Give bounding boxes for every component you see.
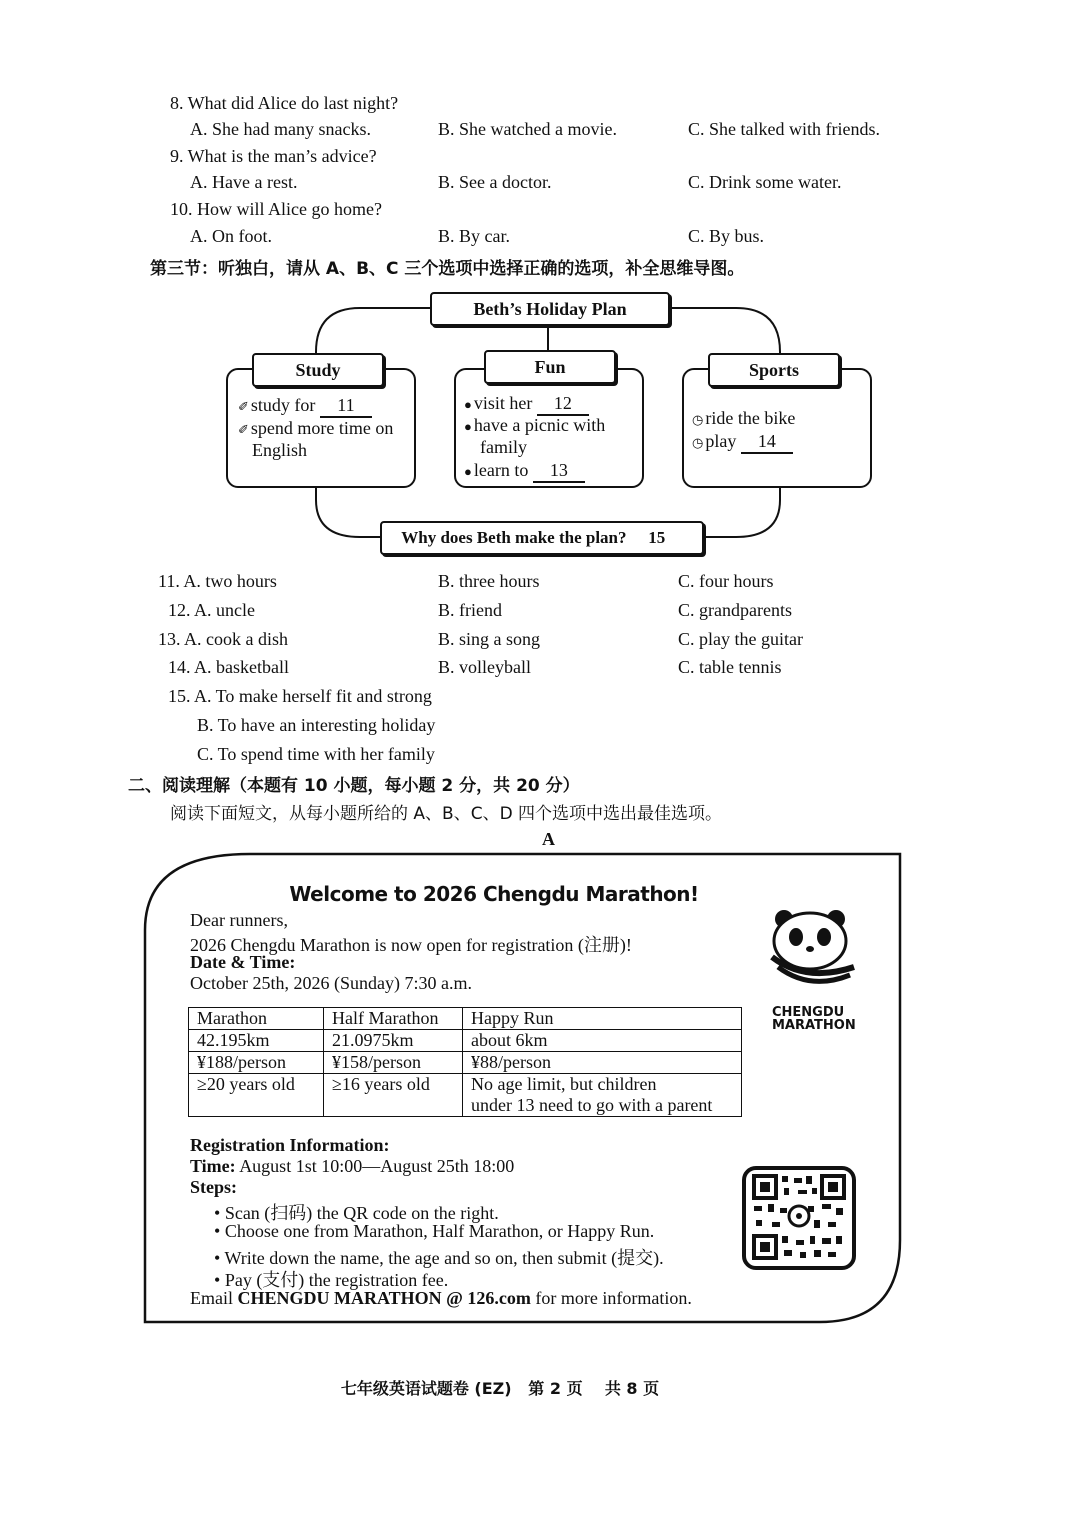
table-cell: 42.195km	[189, 1030, 324, 1052]
table-cell: about 6km	[463, 1030, 742, 1052]
q15-option-b: B. To have an interesting holiday	[197, 715, 436, 735]
q10-option-b: B. By car.	[438, 226, 510, 246]
q9-option-b: B. See a doctor.	[438, 172, 552, 192]
q11-option-c: C. four hours	[678, 571, 774, 591]
happy-run-age-line-1: No age limit, but children	[471, 1074, 657, 1094]
q10-option-c: C. By bus.	[688, 226, 765, 246]
q8-option-b: B. She watched a movie.	[438, 119, 617, 139]
circle-bullet-icon: ●	[464, 419, 472, 434]
email-prefix: Email	[190, 1288, 233, 1308]
registration-time	[190, 1156, 514, 1177]
blank-13: 13	[533, 460, 585, 483]
q12-option-c: C. grandparents	[678, 600, 792, 620]
q11-option-b: B. three hours	[438, 571, 540, 591]
email-suffix: for more information.	[535, 1288, 692, 1308]
logo-text	[772, 1006, 856, 1032]
step-1-text: Scan (扫码) the QR code on the right.	[224, 1203, 499, 1223]
step-1: • Scan (扫码) the QR code on the right.	[214, 1203, 499, 1223]
table-cell: ≥16 years old	[324, 1074, 463, 1117]
happy-run-age-line-2: under 13 need to go with a parent	[471, 1095, 713, 1115]
q11-option-a: 11. A. two hours	[158, 571, 277, 591]
pin-icon: ✐	[238, 422, 249, 437]
table-cell: Happy Run	[463, 1008, 742, 1030]
q8-option-a: A. She had many snacks.	[190, 119, 371, 139]
study-label: Study	[252, 353, 384, 387]
passage-label: A	[542, 829, 555, 849]
logo-text-line-1: CHENGDU	[772, 1005, 845, 1020]
q15-option-a: 15. A. To make herself fit and strong	[168, 686, 432, 706]
q14-option-a: 14. A. basketball	[168, 657, 289, 677]
blank-11: 11	[320, 395, 372, 418]
email-line	[190, 1288, 692, 1309]
blank-14: 14	[741, 431, 793, 454]
reading-instruction: 阅读下面短文，从每小题所给的 A、B、C、D 四个选项中选出最佳选项。	[170, 804, 723, 824]
blank-12: 12	[537, 393, 589, 416]
table-cell: ≥20 years old	[189, 1074, 324, 1117]
poster-greeting: Dear runners,	[190, 910, 288, 930]
step-2: • Choose one from Marathon, Half Marathon, or Happy Run.	[214, 1221, 655, 1241]
fun-item-1-text: visit her	[473, 393, 533, 413]
table-cell: 21.0975km	[324, 1030, 463, 1052]
registration-label: Registration Information:	[190, 1135, 390, 1155]
q9-option-a: A. Have a rest.	[190, 172, 298, 192]
reading-heading: 二、阅读理解（本题有 10 小题，每小题 2 分，共 20 分）	[128, 776, 580, 796]
poster-date-label: Date & Time:	[190, 952, 296, 972]
q15-option-c: C. To spend time with her family	[197, 744, 435, 764]
table-cell: ¥158/person	[324, 1052, 463, 1074]
table-row	[189, 1008, 742, 1030]
q8-option-c: C. She talked with friends.	[688, 119, 880, 139]
q13-option-c: C. play the guitar	[678, 629, 803, 649]
study-item-1-text: study for	[250, 395, 316, 415]
step-3-text: Write down the name, the age and so on, then submit (提交).	[224, 1248, 664, 1268]
email-address: CHENGDU MARATHON @ 126.com	[237, 1288, 531, 1308]
question-10: 10. How will Alice go home?	[170, 199, 382, 219]
poster-title: Welcome to 2026 Chengdu Marathon!	[289, 882, 699, 906]
table-cell	[463, 1074, 742, 1117]
q9-option-c: C. Drink some water.	[688, 172, 842, 192]
fun-item-3-text: learn to	[473, 460, 529, 480]
table-row	[189, 1052, 742, 1074]
section3-instruction: 第三节：听独白，请从 A、B、C 三个选项中选择正确的选项，补全思维导图。	[150, 259, 745, 279]
table-cell: Marathon	[189, 1008, 324, 1030]
clock-bullet-icon: ◷	[692, 435, 704, 450]
qr-code-icon	[742, 1166, 856, 1270]
mindmap-title: Beth’s Holiday Plan	[430, 292, 670, 326]
circle-bullet-icon: ●	[464, 397, 472, 412]
q12-option-a: 12. A. uncle	[168, 600, 255, 620]
logo-text-line-2: MARATHON	[772, 1018, 856, 1033]
why-question: Why does Beth make the plan?	[401, 528, 627, 547]
table-row	[189, 1074, 742, 1117]
question-8: 8. What did Alice do last night?	[170, 93, 399, 113]
table-cell: ¥188/person	[189, 1052, 324, 1074]
q13-option-a: 13. A. cook a dish	[158, 629, 288, 649]
poster-date-value: October 25th, 2026 (Sunday) 7:30 a.m.	[190, 973, 472, 993]
clock-bullet-icon: ◷	[692, 412, 704, 427]
sports-label: Sports	[708, 353, 840, 387]
fun-item-2-text: have a picnic with	[473, 415, 606, 435]
study-item-2-text: spend more time on	[250, 418, 394, 438]
step-3: • Write down the name, the age and so on, then submit (提交).	[214, 1248, 664, 1268]
steps-label: Steps:	[190, 1177, 238, 1197]
q12-option-b: B. friend	[438, 600, 502, 620]
q14-option-b: B. volleyball	[438, 657, 531, 677]
q13-option-b: B. sing a song	[438, 629, 541, 649]
poster-intro: 2026 Chengdu Marathon is now open for registration (注册)!	[190, 935, 632, 955]
circle-bullet-icon: ●	[464, 464, 472, 479]
fun-item-2b: family	[480, 437, 527, 457]
sports-item-2-text: play	[705, 431, 737, 451]
time-value: August 1st 10:00—August 25th 18:00	[239, 1156, 515, 1176]
table-cell: ¥88/person	[463, 1052, 742, 1074]
step-4-text: Pay (支付) the registration fee.	[224, 1270, 449, 1290]
q14-option-c: C. table tennis	[678, 657, 782, 677]
question-9: 9. What is the man’s advice?	[170, 146, 377, 166]
step-4: • Pay (支付) the registration fee.	[214, 1270, 449, 1290]
table-cell: Half Marathon	[324, 1008, 463, 1030]
step-2-text: Choose one from Marathon, Half Marathon, or Happy Run.	[224, 1221, 655, 1241]
panda-logo-icon	[766, 905, 858, 985]
time-label: Time:	[190, 1156, 236, 1176]
fun-label: Fun	[484, 350, 616, 384]
sports-item-1-text: ride the bike	[705, 408, 796, 428]
race-table	[188, 1007, 742, 1117]
pin-icon: ✐	[238, 399, 249, 414]
page-footer: 七年级英语试题卷 (EZ) 第 2 页 共 8 页	[340, 1379, 660, 1398]
table-row	[189, 1030, 742, 1052]
blank-15: 15	[631, 523, 683, 555]
study-item-2b: English	[252, 440, 308, 460]
q10-option-a: A. On foot.	[190, 226, 272, 246]
